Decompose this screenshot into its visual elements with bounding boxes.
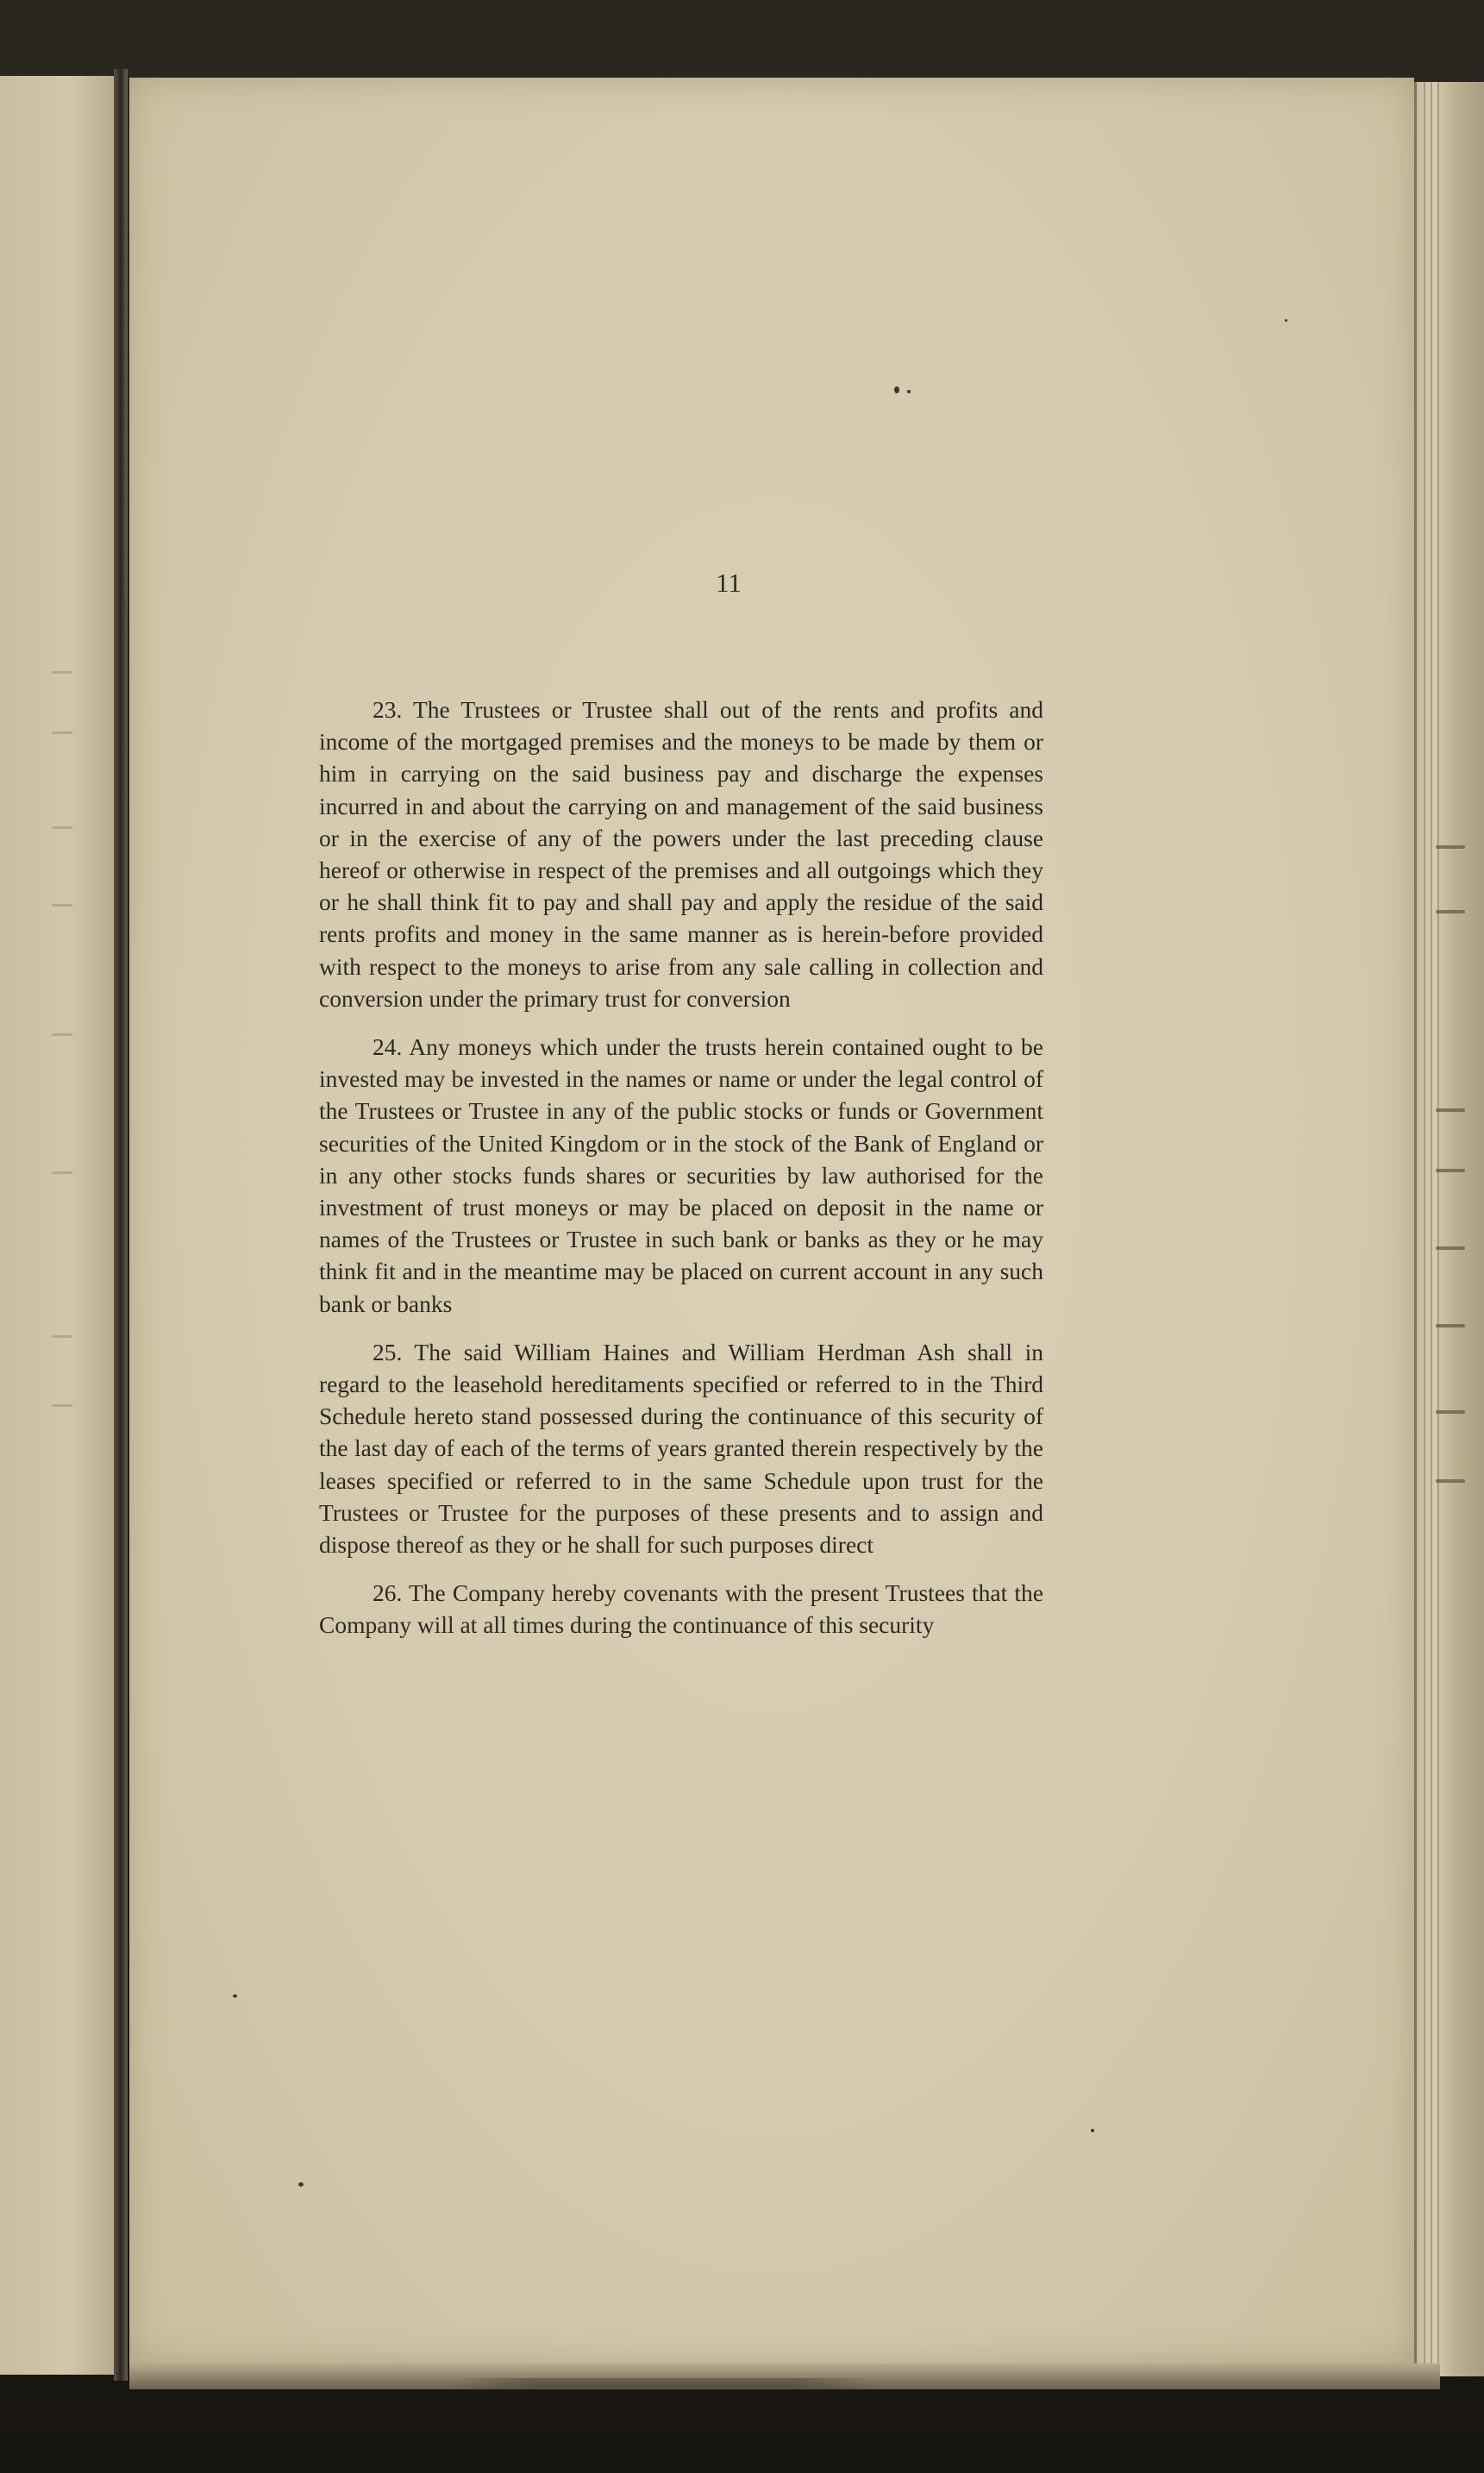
handwritten-mark [1436,910,1465,913]
body-text [319,694,1043,1658]
clause-26: 26. The Company hereby covenants with the present Trustees that the Company will at all times during the continuance of this security [319,1579,1043,1639]
paper-speck [1285,319,1287,322]
paper-speck [907,390,911,393]
handwritten-mark [1436,845,1465,849]
clause-23: 23. The Trustees or Trustee shall out of the rents and profits and income of the mortgaged premises and the moneys to be made by them or him in carrying on the said business pay and discharge the expenses incurred in and about the carrying on and management of the said business or in the exercise of any of the powers under the last preceding clause hereof or otherwise in respect of the premises and all outgoings which they or he shall think fit to pay and shall pay and apply the residue of the said rents profits and money in the same manner as is herein-before provided with respect to the moneys to arise from any sale calling in collection and conversion under the primary trust for conversion [319,696,1043,1012]
clause-25: 25. The said William Haines and William Herdman Ash shall in regard to the leasehold hereditaments specified or referred to in the Third Schedule hereto stand possessed during the continuance of this security of the last day of each of the terms of years granted therein respectively by the leases specified or referred to in the same Schedule upon trust for the Trustees or Trustee for the purposes of these presents and to assign and dispose thereof as they or he shall for such purposes direct [319,1338,1043,1559]
right-page-stack [1414,82,1484,2376]
paper-speck [233,1994,237,1998]
book-gutter [114,69,128,2381]
handwritten-mark [1436,1410,1465,1414]
handwritten-mark [1436,1169,1465,1172]
handwritten-mark [1436,1108,1465,1112]
book-spine-label [448,2378,880,2390]
clause-24: 24. Any moneys which under the trusts herein contained ought to be invested may be invested in the names or name or under the legal control of the Trustees or Trustee in any of the public stocks or funds or Government securities of the United Kingdom or in the stock of the Bank of England or in any other stocks funds shares or securities by law authorised for the investment of trust moneys or may be placed on deposit in the name or names of the Trustees or Trustee in such bank or banks as they or he may think fit and in the meantime may be placed on current account in any such bank or banks [319,1033,1043,1317]
handwritten-mark [1436,1246,1465,1250]
left-facing-page [0,76,116,2375]
page-number: 11 [716,568,742,598]
left-page-show-through [0,76,114,2375]
paper-speck [1091,2129,1094,2132]
handwritten-mark [1436,1479,1465,1483]
paper-speck [894,386,899,393]
handwritten-mark [1436,1324,1465,1328]
document-page [129,78,1414,2363]
paper-speck [298,2182,304,2187]
